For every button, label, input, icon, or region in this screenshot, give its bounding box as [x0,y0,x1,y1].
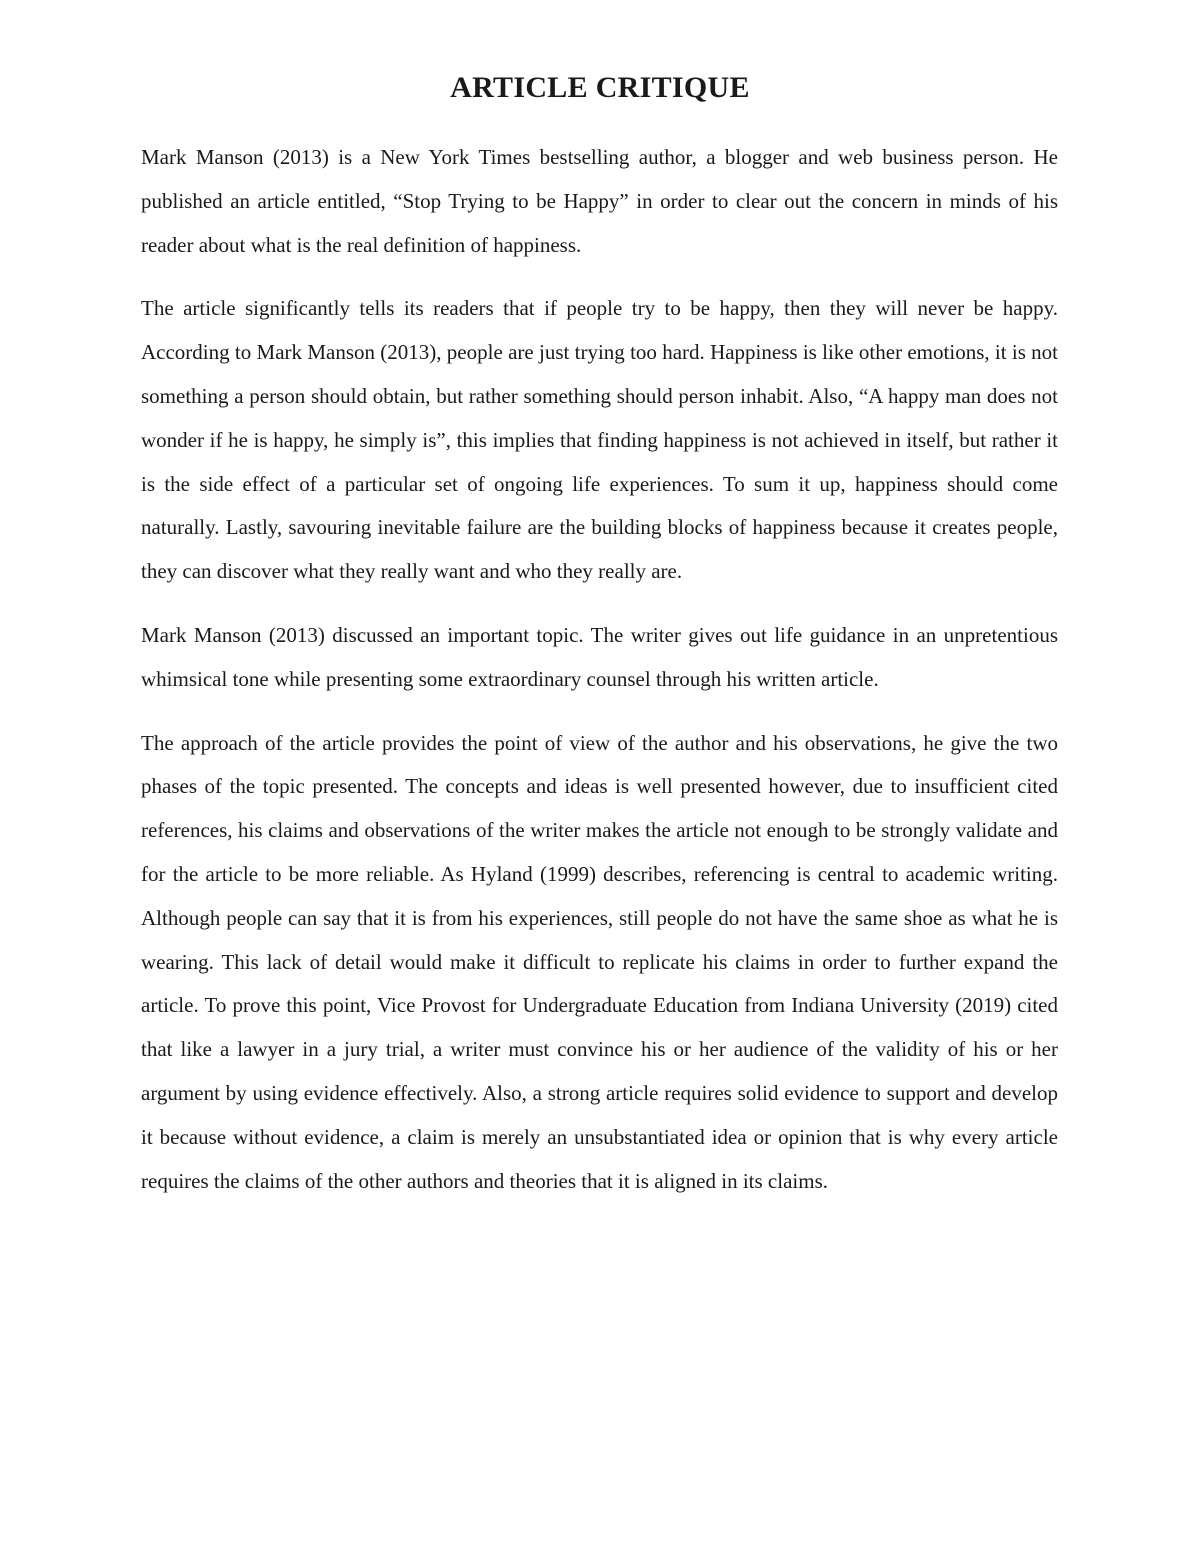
document-title: ARTICLE CRITIQUE [450,71,750,104]
paragraph-3: Mark Manson (2013) discussed an important topic. The writer gives out life guidance in an unpretentious whimsical tone while presenting some extraordinary counsel through his written article. [141,622,1058,691]
paragraph-2: The article significantly tells its readers that if people try to be happy, then they will never be happy. According to Mark Manson (2013), people are just trying too hard. Happiness is like other emotions, it is not something a person should obtain, but rather something should person inhabit. Also, “A happy man does not wonder if he is happy, he simply is”, this implies that finding happiness is not achieved in itself, but rather it is the side effect of a particular set of ongoing life experiences. To sum it up, happiness should come naturally. Lastly, savouring inevitable failure are the building blocks of happiness because it creates people, they can discover what they really want and who they really are. [141,296,1058,584]
document-body [141,136,1058,1223]
paragraph-4: The approach of the article provides the point of view of the author and his observations, he give the two phases of the topic presented. The concepts and ideas is well presented however, due to insufficient cited references, his claims and observations of the writer makes the article not enough to be strongly validate and for the article to be more reliable. As Hyland (1999) describes, referencing is central to academic writing. Although people can say that it is from his experiences, still people do not have the same shoe as what he is wearing. This lack of detail would make it difficult to replicate his claims in order to further expand the article. To prove this point, Vice Provost for Undergraduate Education from Indiana University (2019) cited that like a lawyer in a jury trial, a writer must convince his or her audience of the validity of his or her argument by using evidence effectively. Also, a strong article requires solid evidence to support and develop it because without evidence, a claim is merely an unsubstantiated idea or opinion that is why every article requires the claims of the other authors and theories that it is aligned in its claims. [141,730,1058,1193]
paragraph-1: Mark Manson (2013) is a New York Times bestselling author, a blogger and web business person. He published an article entitled, “Stop Trying to be Happy” in order to clear out the concern in minds of his reader about what is the real definition of happiness. [141,145,1058,257]
